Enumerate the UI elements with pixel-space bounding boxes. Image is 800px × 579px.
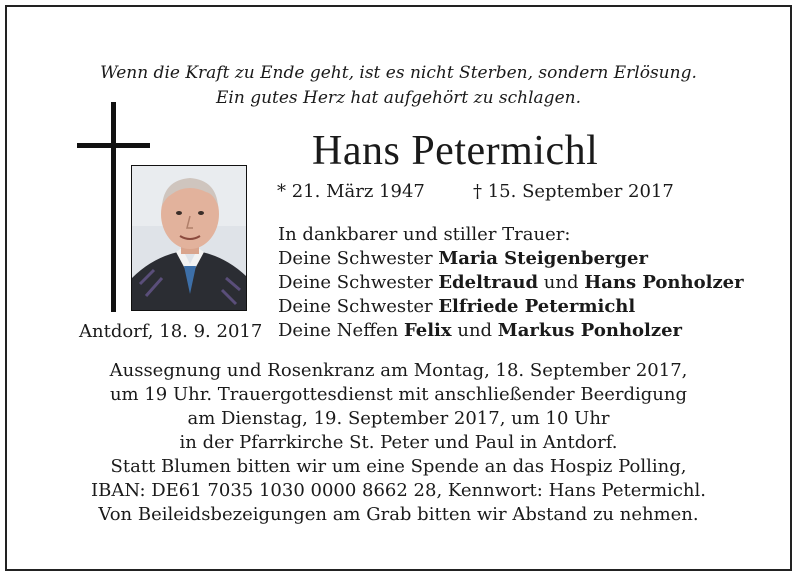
mourner-name: Edeltraud: [438, 272, 539, 293]
quote: [7, 61, 790, 111]
death-date: † 15. September 2017: [473, 181, 674, 202]
mourner-name: Maria Steigenberger: [438, 248, 648, 269]
mourner-name: Hans Ponholzer: [584, 272, 744, 293]
mourners-intro: In dankbarer und stiller Trauer:: [278, 224, 571, 245]
funeral-details: [7, 359, 790, 527]
details-line: Aussegnung und Rosenkranz am Montag, 18. September 2017,: [109, 360, 688, 381]
details-line: Statt Blumen bitten wir um eine Spende an das Hospiz Polling,: [110, 456, 687, 477]
deceased-name: Hans Petermichl: [312, 128, 599, 174]
details-line: IBAN: DE61 7035 1030 0000 8662 28, Kennwort: Hans Petermichl.: [91, 480, 706, 501]
mourner-name: Markus Ponholzer: [497, 320, 683, 341]
death-notice: [5, 5, 792, 571]
place-and-date: Antdorf, 18. 9. 2017: [79, 321, 263, 342]
mourner-name: Felix: [403, 320, 452, 341]
details-line: am Dienstag, 19. September 2017, um 10 Uhr: [187, 408, 610, 429]
mourner-row: Deine Schwester Maria Steigenberger: [278, 248, 648, 269]
quote-line-1: Wenn die Kraft zu Ende geht, ist es nicht Sterben, sondern Erlösung.: [100, 63, 697, 83]
mourner-row: Deine Neffen Felix und Markus Ponholzer: [278, 320, 683, 341]
portrait-photo: [131, 165, 247, 311]
details-line: um 19 Uhr. Trauergottesdienst mit anschließender Beerdigung: [109, 384, 688, 405]
quote-line-2: Ein gutes Herz hat aufgehört zu schlagen.: [216, 88, 581, 108]
details-line: in der Pfarrkirche St. Peter und Paul in Antdorf.: [179, 432, 618, 453]
birth-date: * 21. März 1947: [277, 181, 425, 202]
details-line: Von Beileidsbezeigungen am Grab bitten wir Abstand zu nehmen.: [98, 504, 699, 525]
mourners-list: [278, 223, 744, 343]
mourner-row: Deine Schwester Elfriede Petermichl: [278, 296, 636, 317]
mourner-name: Elfriede Petermichl: [438, 296, 636, 317]
mourner-row: Deine Schwester Edeltraud und Hans Ponholzer: [278, 272, 744, 293]
